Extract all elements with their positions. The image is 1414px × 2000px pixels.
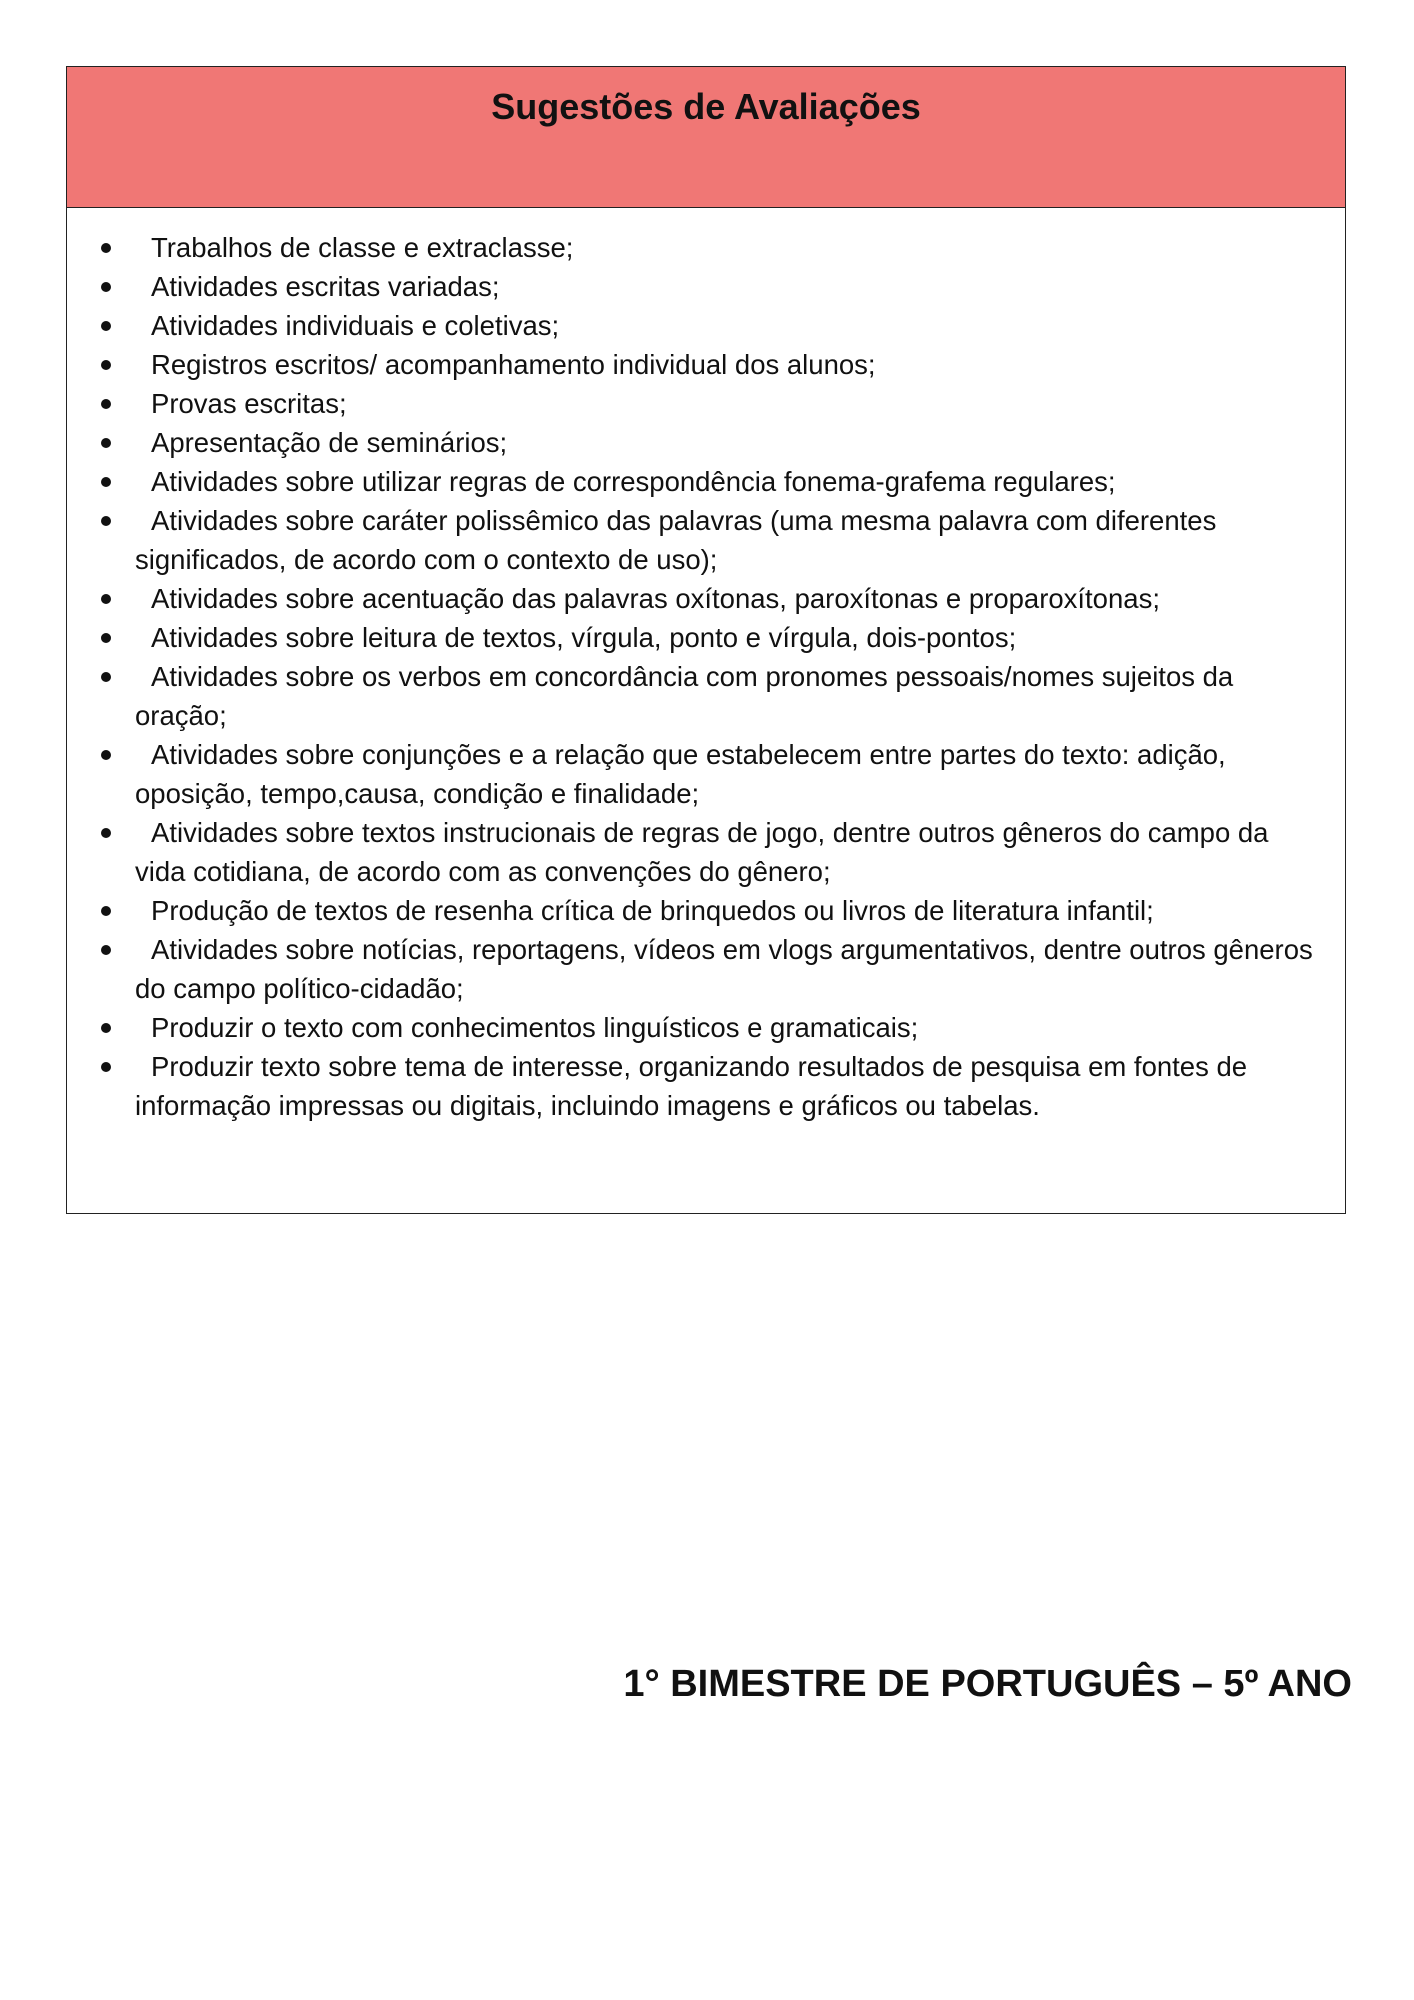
list-item-text: Produção de textos de resenha crítica de brinquedos ou livros de literatura infantil; — [151, 895, 1154, 926]
list-item-text: Trabalhos de classe e extraclasse; — [151, 232, 574, 263]
list-item-text: Atividades sobre utilizar regras de correspondência fonema-grafema regulares; — [151, 466, 1116, 497]
list-item — [67, 384, 1325, 423]
bullet-icon — [101, 945, 111, 955]
bullet-icon — [101, 282, 111, 292]
bullet-icon — [101, 672, 111, 682]
list-item — [67, 813, 1325, 891]
bullet-icon — [101, 516, 111, 526]
bullet-icon — [101, 828, 111, 838]
list-item-text: Atividades sobre conjunções e a relação que estabelecem entre partes do texto: adição, oposição, tempo,causa, condição e finalidade; — [135, 739, 1226, 809]
bullet-icon — [101, 1062, 111, 1072]
list-item — [67, 657, 1325, 735]
list-item — [67, 267, 1325, 306]
list-item — [67, 579, 1325, 618]
list-item — [67, 423, 1325, 462]
list-item — [67, 306, 1325, 345]
list-item — [67, 462, 1325, 501]
list-item — [67, 1047, 1325, 1125]
bullet-icon — [101, 243, 111, 253]
list-item-text: Registros escritos/ acompanhamento individual dos alunos; — [151, 349, 876, 380]
list-item — [67, 228, 1325, 267]
list-item-text: Produzir o texto com conhecimentos linguísticos e gramaticais; — [151, 1012, 919, 1043]
bullet-icon — [101, 477, 111, 487]
list-item — [67, 1008, 1325, 1047]
list-item-text: Atividades sobre notícias, reportagens, vídeos em vlogs argumentativos, dentre outros gêneros do campo político-cidadão; — [135, 934, 1313, 1004]
list-item-text: Atividades sobre leitura de textos, vírgula, ponto e vírgula, dois-pontos; — [151, 622, 1017, 653]
evaluation-table-title: Sugestões de Avaliações — [491, 86, 921, 127]
list-item — [67, 501, 1325, 579]
list-item-text: Atividades sobre acentuação das palavras oxítonas, paroxítonas e proparoxítonas; — [151, 583, 1160, 614]
bullet-icon — [101, 633, 111, 643]
bullet-icon — [101, 399, 111, 409]
list-item-text: Apresentação de seminários; — [151, 427, 508, 458]
bullet-icon — [101, 438, 111, 448]
bullet-icon — [101, 750, 111, 760]
bullet-icon — [101, 321, 111, 331]
evaluation-table-header — [67, 67, 1345, 208]
bullet-icon — [101, 360, 111, 370]
list-item — [67, 345, 1325, 384]
evaluation-table — [66, 66, 1346, 1214]
evaluation-list — [67, 208, 1345, 1125]
list-item-text: Atividades sobre caráter polissêmico das palavras (uma mesma palavra com diferentes significados, de acordo com o contexto de uso); — [135, 505, 1217, 575]
bullet-icon — [101, 906, 111, 916]
list-item — [67, 891, 1325, 930]
list-item-text: Atividades individuais e coletivas; — [151, 310, 560, 341]
bullet-icon — [101, 594, 111, 604]
list-item — [67, 930, 1325, 1008]
list-item-text: Provas escritas; — [151, 388, 347, 419]
list-item-text: Produzir texto sobre tema de interesse, organizando resultados de pesquisa em fontes de informação impressas ou digitais, incluindo imagens e gráficos ou tabelas. — [135, 1051, 1248, 1121]
list-item — [67, 735, 1325, 813]
page-footer-title: 1° BIMESTRE DE PORTUGUÊS – 5º ANO — [623, 1663, 1352, 1705]
bullet-icon — [101, 1023, 111, 1033]
list-item-text: Atividades sobre textos instrucionais de regras de jogo, dentre outros gêneros do campo da vida cotidiana, de acordo com as convenções do gênero; — [135, 817, 1269, 887]
list-item — [67, 618, 1325, 657]
list-item-text: Atividades sobre os verbos em concordância com pronomes pessoais/nomes sujeitos da oração; — [135, 661, 1234, 731]
list-item-text: Atividades escritas variadas; — [151, 271, 500, 302]
